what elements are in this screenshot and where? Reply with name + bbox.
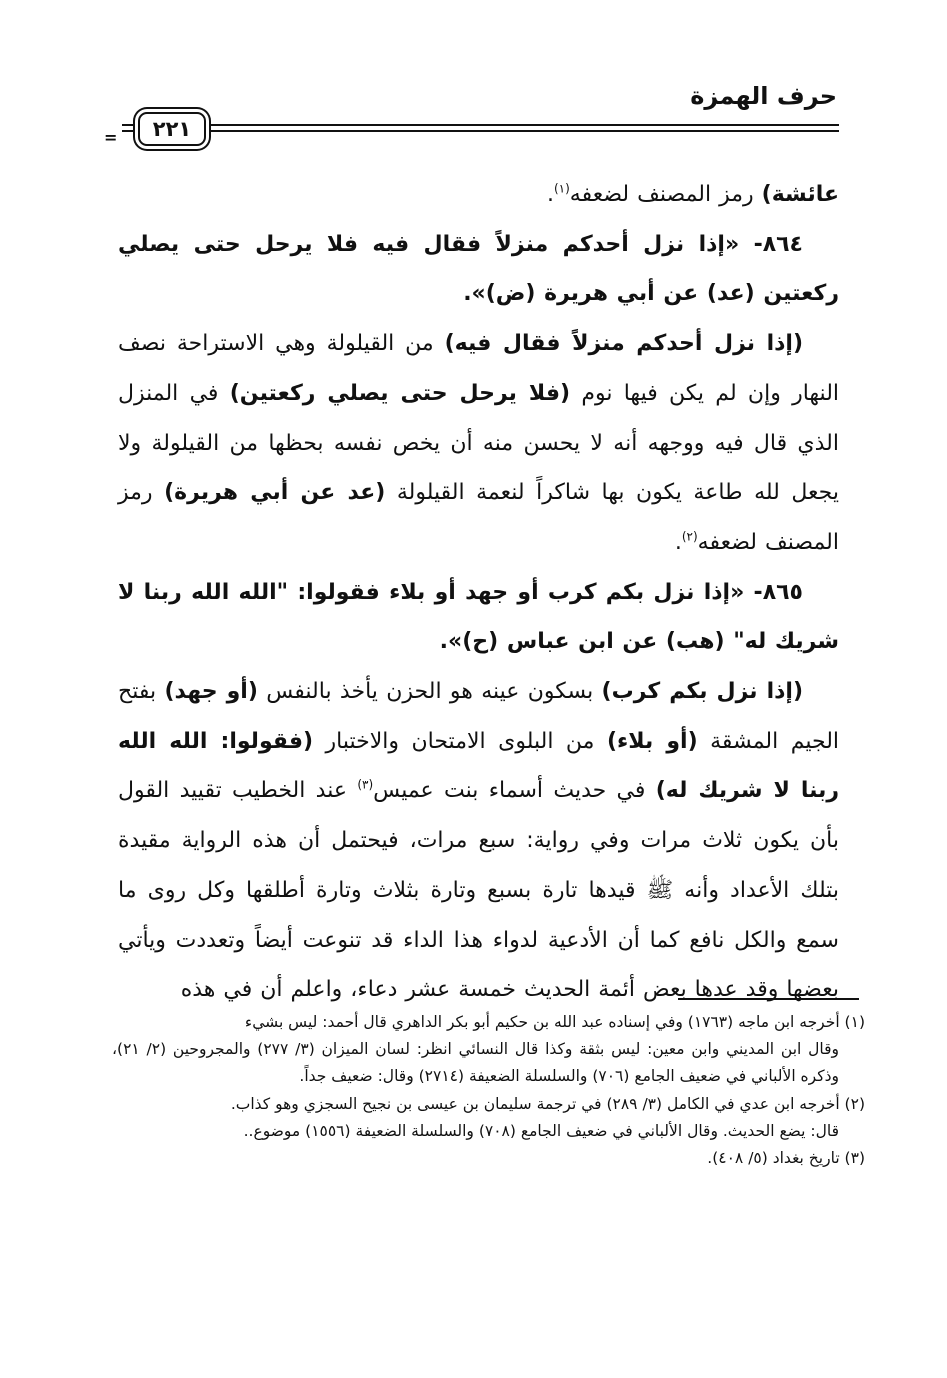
commentary-text: في حديث أسماء بنت عميس [373,778,656,804]
paragraph-text: رمز المصنف لضعفه [569,182,762,207]
quoted-phrase: (أو بلاء) [606,728,698,754]
header-double-rule [122,124,839,136]
main-text [118,170,839,1015]
footnote-ref-2: (٢) [681,529,698,544]
paragraph-end: . [546,182,554,207]
page-number: ٢٢١ [138,112,206,146]
hadith-865-text: ٨٦٥- «إذا نزل بكم كرب أو جهد أو بلاء فقولوا: "الله الله ربنا لا شريك له" (هب) عن ابن عباس (ح)». [118,579,839,655]
header-rule-line-top [122,124,839,126]
footnote-separator [678,998,859,1000]
commentary-text: رمز المصنف لضعفه [118,480,839,555]
commentary-text: في المنزل الذي قال فيه ووجهه أنه لا يحسن منه أن يخص نفسه بحظها من القيلولة ولا يجعل لله طاعة يكون بها شاكراً لنعمة القيلولة [118,380,839,506]
commentary-text: من البلوى الامتحان والاختبار [313,728,607,754]
header-rule-line-bottom [122,130,839,132]
footnote-ref-3: (٣) [357,778,374,793]
commentary-865 [118,667,839,1015]
page-number-ornament: = [104,128,118,147]
quoted-phrase: (فقولوا: الله الله ربنا لا شريك له) [118,728,839,804]
commentary-text: بفتح الجيم المشقة [118,679,840,754]
paragraph-continuation [118,170,839,220]
hadith-864-text: ٨٦٤- «إذا نزل أحدكم منزلاً فقال فيه فلا يرحل حتى يصلي ركعتين (عد) عن أبي هريرة (ض)». [118,231,839,307]
commentary-text: بسكون عينه هو الحزن يأخذ بالنفس [257,679,602,705]
footnotes [112,1009,865,1172]
hadith-865 [118,568,839,667]
footnote-3: (٣) تاريخ بغداد (٥/ ٤٠٨). [707,1149,865,1168]
commentary-864 [118,319,839,568]
commentary-text: من القيلولة وهي الاستراحة نصف النهار وإن لم يكن فيها نوم [118,331,840,406]
chapter-title: حرف الهمزة [690,82,837,110]
footnote-1: (١) أخرجه ابن ماجه (١٧٦٣) وفي إسناده عبد الله بن حكيم أبو بكر الداهري قال أحمد: ليس بشيء [244,1013,865,1031]
footnote-2-continuation: قال: يضع الحديث. وقال الألباني في ضعيف الجامع (٧٠٨) والسلسلة الضعيفة (١٥٥٦) موضوع.. [243,1121,839,1140]
quoted-phrase: (عد عن أبي هريرة) [164,480,386,506]
hadith-864 [118,220,839,319]
footnote-2: (٢) أخرجه ابن عدي في الكامل (٣/ ٢٨٩) في ترجمة سليمان بن عيسى بن نجيح السجزي وهو كذاب. [230,1094,865,1113]
footnote-1-continuation: وقال ابن المديني وابن معين: ليس بثقة وكذا قال النسائي انظر: لسان الميزان (٣/ ٢٧٧) والمجروحين (٢/ ٢١)، وذكره الألباني في ضعيف الجامع (٧٠٦) والسلسلة الضعيفة (٢٧١٤) وقال: ضعيف جداً. [112,1040,840,1086]
commentary-text: عند الخطيب تقييد القول بأن يكون ثلاث مرات وفي رواية: سبع مرات، فيحتمل أن هذه الرواية مقيدة بتلك الأعداد وأنه ﷺ قيدها تارة بسبع وتارة بثلاث وتارة أطلقها وكل روى ما سمع والكل نافع كما أن الأدعية لدواء هذا الداء قد تنوعت أيضاً وتعددت ويأتي بعضها وقد عدها بعض أئمة الحديث خمسة عشر دعاء، واعلم أن في هذه [118,778,839,1003]
narrator-name: عائشة) [761,182,839,207]
footnote-ref-1: (١) [553,181,570,196]
quoted-phrase: (فلا يرحل حتى يصلي ركعتين) [229,380,571,406]
quoted-phrase: (أو جهد) [164,679,258,705]
commentary-end: . [674,529,682,555]
quoted-phrase: (إذا نزل بكم كرب) [601,679,804,705]
quoted-phrase: (إذا نزل أحدكم منزلاً فقال فيه) [444,331,803,357]
